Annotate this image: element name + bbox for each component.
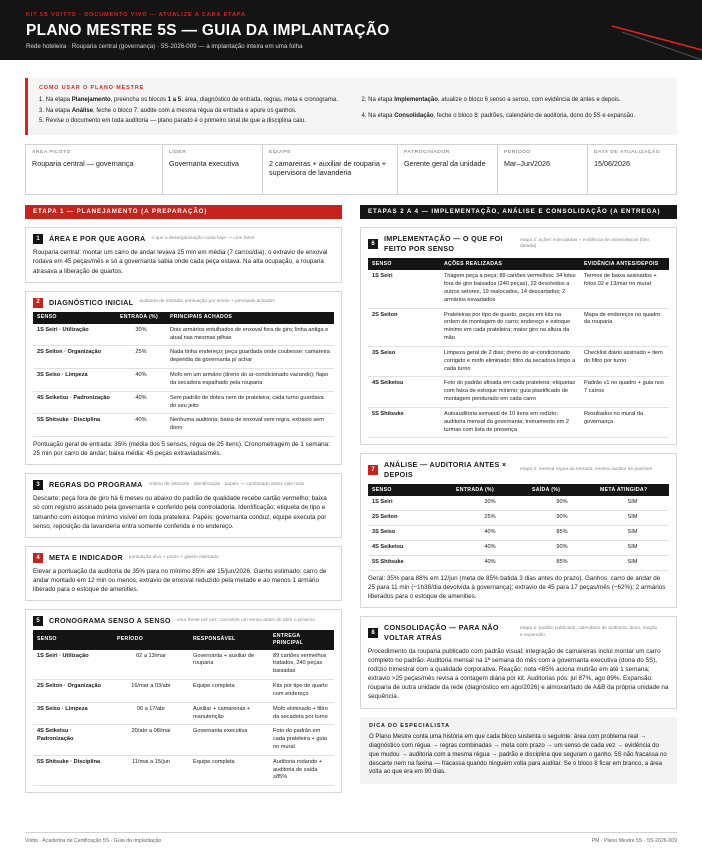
block-number: 3 (33, 480, 43, 490)
delivery-column (360, 205, 677, 793)
footer-right: PM · Plano Mestre 5S · 5S-2026-009 (591, 838, 677, 844)
how-to-step: 4. Na etapa Consolidação, feche o bloco 8: padrões, calendário de auditoria, dono do 5S e expansão. (361, 112, 636, 119)
decorative-lines (602, 0, 702, 60)
table-row: 3S Seiso Limpeza geral de 2 dias; dreno do ar-condicionado corrigido e mofo eliminado; filtro da secadora limpo a cada turno Checklist diário assinado + item do filtro por turno (368, 346, 669, 376)
block-title: ÁREA E POR QUE AGORA (49, 234, 146, 244)
meta-area: ÁREA PILOTO Rouparia central — governança (26, 145, 163, 194)
block-number: 5 (33, 616, 43, 626)
table-row: 5S Shitsuke · Disciplina 40% Nenhuma auditoria; baixa de enxoval sem regra, extravio sem dono (33, 414, 334, 437)
table-row: 4S Seiketsu · Padronização 40% Sem padrão de dobra nem de prateleira; cada turno guardava do seu jeito (33, 391, 334, 414)
how-to-use-box (25, 78, 677, 135)
table-row: 5S Shitsuke · Disciplina 11/mai a 15/jun Equipe completa Auditoria rodando + auditoria de saída ≥85% (33, 755, 334, 785)
how-to-right-list (362, 96, 667, 127)
table-row: 2S Seiton · Organização 25% Nada tinha endereço; peça guardada onde coubesse; camareira dependia da governanta p/ achar (33, 346, 334, 369)
block-body: Procedimento da rouparia publicado com padrão visual; integração de camareiras inclui montar um carro completo no padrão. Auditoria mensal na 1ª semana do mês com a governanta executiva (dona do 5S), rodízio trimestral com a qualidade corporativa. Reação: nota <85% aciona mutirão em até 1 semana; extravio >25 peças/mês revisa a contagem diária por kit. Auditorias pós: jul 87%, ago 89%. Expansão: rouparia de outra unidade da rede (diagnóstico em ago/2026) e almoxarifado de A&B da própria unidade na sequência. (368, 647, 669, 701)
table-row: 3S Seiso · Limpeza 06 a 17/abr Auxiliar + camareiras + manutenção Mofo eliminado + filtro da secadora por turno (33, 702, 334, 725)
page-footer (25, 838, 677, 845)
block-note: pontuação alvo + prazo + ganho estimado (128, 554, 219, 560)
expert-tip-body: O Plano Mestre conta uma história em que cada bloco sustenta o seguinte: área com problema real → diagnóstico com régua → regras combinadas → meta com prazo → um senso de cada vez → evidência do que mudou → auditoria com a mesma régua → padrão e disciplina que seguram o ganho. 5S não fracassa no descarte nem na faxina — fracassa quando ninguém volta para auditar. Se o bloco 8 ficar em branco, a área volta ao que era em 90 dias. (369, 733, 667, 776)
table-row: 4S Seiketsu Foto do padrão afixada em cada prateleira; etiquetas com faixa de estoque mínimo; guia plastificado de montagem pendurado em cada carro Padrão v1 no quadro + guia nos 7 carros (368, 377, 669, 407)
block-1-area (25, 227, 342, 282)
document-header (0, 0, 702, 60)
page-subtitle: Rede hoteleira · Rouparia central (governança) · 5S-2026-009 — a implantação inteira em uma folha (26, 43, 303, 51)
expert-tip (360, 717, 677, 785)
block-note: etapa 4: padrão publicado, calendário de auditoria, dono, reação e expansão (520, 626, 658, 638)
block-5-schedule (25, 609, 342, 793)
footer-left: Voitto · Academia de Certificação 5S · Guia da implantação (25, 838, 162, 844)
planning-band: ETAPA 1 — PLANEJAMENTO (A PREPARAÇÃO) (25, 205, 342, 219)
analysis-table: SENSO ENTRADA (%) SAÍDA (%) META ATINGIDA? 1S Seiri 30% 90% SIM 2S Seiton 25% 90% SIM 3S Seiso 40% 85% SIM 4S Seiketsu 40% 90% SIM 5S Shitsuke 40% 85% SIM (368, 484, 669, 570)
table-row: 3S Seiso · Limpeza 40% Mofo em um armário (dreno do ar-condicionado vazando); fiapo da secadora espalhado pela rouparia (33, 369, 334, 392)
table-row: 1S Seiri · Utilização 30% Dois armários entulhados de enxoval fora de giro; linha antiga e atual nas mesmas pilhas (33, 324, 334, 346)
table-row: 4S Seiketsu 40% 90% SIM (368, 540, 669, 555)
block-title: ANÁLISE — AUDITORIA ANTES × DEPOIS (384, 460, 507, 480)
block-title: REGRAS DO PROGRAMA (49, 480, 143, 490)
diagnosis-summary: Pontuação geral de entrada: 35% (média dos 5 sensos, régua de 25 itens). Cronometragem de 1 semana: 25 min por carro de andar; baixa média: 45 peças extraviadas/mês. (33, 441, 330, 458)
block-note: uma frente por vez: consolide um senso antes de abrir o próximo (176, 617, 315, 623)
block-2-diagnosis (25, 291, 342, 466)
block-note: etapa 3: mesma régua da entrada, mesmo auditor se possível (520, 467, 652, 472)
meta-team: EQUIPE 2 camareiras + auxiliar de rouparia + supervisora de lavanderia (263, 145, 398, 194)
meta-period: PERÍODO Mar–Jun/2026 (498, 145, 588, 194)
meta-update-date: DATA DE ATUALIZAÇÃO 15/06/2026 (594, 150, 661, 169)
block-number: 8 (368, 628, 378, 638)
block-number: 1 (33, 234, 43, 244)
block-4-goal (25, 546, 342, 601)
block-note: etapa 2: ações executadas + evidência de antes/depois (foto datada) (520, 237, 650, 250)
meta-sponsor: PATROCINADOR Gerente geral da unidade (398, 145, 498, 194)
table-row: 2S Seiton · Organização 16/mar a 03/abr Equipe completa Kits por tipo de quarto com endereço (33, 680, 334, 703)
block-title: CONSOLIDAÇÃO — PARA NÃO VOLTAR ATRÁS (384, 622, 499, 642)
table-row: 1S Seiri · Utilização 02 a 13/mar Governanta + auxiliar de rouparia 89 cartões vermelhos tratados, 240 peças baixadas (33, 650, 334, 680)
implementation-table: SENSO AÇÕES REALIZADAS EVIDÊNCIA ANTES/DEPOIS 1S Seiri Triagem peça a peça; 89 cartões vermelhos: 34 lotes fora de giro baixados (240 peças), 22 devolvidos a outros setores, 19 realocados, 14 descartados; 2 armários esvaziados Termos de baixa assinados + fotos 02 e 13/mar no mural 2S Seiton Prateleiras por tipo de quarto, peças em kits na ordem de montagem do carro; endereço e estoque mínimo em cada prateleira; maior giro na altura da mão Mapa de endereços no quadro da rouparia 3S Seiso Limpeza geral de 2 dias; dreno do ar-condicionado corrigido e mofo eliminado; filtro da secadora limpo a cada turno Checklist diário assinado + item do filtro por turno 4S Seiketsu Foto do padrão afixada em cada prateleira; etiquetas com faixa de estoque mínimo; guia plastificado de montagem pendurado em cada carro Padrão v1 no quadro + guia nos 7 carros 5S Shitsuke Autoauditoria semanal de 10 itens em rodízio; auditoria mensal da governanta; treinamento em 2 turmas com lista de presença Resultados no mural da governança (368, 258, 669, 438)
block-number: 6 (368, 239, 378, 249)
block-note: o que a desorganização custa hoje — com fatos (151, 235, 255, 241)
block-3-rules (25, 473, 342, 538)
how-to-step: 3. Na etapa Análise, feche o bloco 7: audite com a mesma régua da entrada e apure os ganhos. (39, 107, 297, 114)
block-body: Elevar a pontuação da auditoria de 35% para no mínimo 85% até 15/jun/2026. Ganho estimado: carro de andar montado em 12 min ou menos, extravio de enxoval reduzido pela metade e ao menos 1 armário liberado para o estoque de amenities. (33, 567, 327, 594)
block-number: 7 (368, 465, 378, 475)
diagnosis-table: SENSO ENTRADA (%) PRINCIPAIS ACHADOS 1S Seiri · Utilização 30% Dois armários entulhados de enxoval fora de giro; linha antiga e atual nas mesmas pilhas 2S Seiton · Organização 25% Nada tinha endereço; peça guardada onde coubesse; camareira dependia da governanta p/ achar 3S Seiso · Limpeza 40% Mofo em um armário (dreno do ar-condicionado vazando); fiapo da secadora espalhado pela rouparia 4S Seiketsu · Padronização 40% Sem padrão de dobra nem de prateleira; cada turno guardava do seu jeito 5S Shitsuke · Disciplina 40% Nenhuma auditoria; baixa de enxoval sem regra, extravio sem dono (33, 312, 334, 437)
planning-column (25, 205, 342, 793)
block-body: Rouparia central: montar um carro de andar levava 25 min em média (7 carros/dia), o extravio de enxoval rodava em 45 peças/mês e só a governanta sabia onde cada peça estava. Na alta ocupação, a rouparia atrasava a liberação de quartos. (33, 249, 328, 275)
project-meta-bar (25, 144, 677, 195)
table-row: 2S Seiton 25% 90% SIM (368, 511, 669, 526)
how-to-step: 2. Na etapa Implementação, atualize o bloco 6 senso a senso, com evidência de antes e depois. (361, 97, 621, 104)
meta-leader: LÍDER Governanta executiva (163, 145, 263, 194)
table-row: 1S Seiri 30% 90% SIM (368, 496, 669, 510)
table-row: 3S Seiso 40% 85% SIM (368, 526, 669, 541)
how-to-title: COMO USAR O PLANO MESTRE (39, 85, 145, 91)
block-note: auditoria de entrada: pontuação por senso + principais achados (139, 299, 275, 305)
table-row: 5S Shitsuke 40% 85% SIM (368, 555, 669, 570)
how-to-left-list (39, 96, 344, 127)
block-note: critério de descarte · identificação · papéis — combinado antes vale mais (148, 482, 305, 488)
expert-tip-title: DICA DO ESPECIALISTA (369, 722, 450, 729)
analysis-summary: Geral: 35% para 88% em 12/jun (meta de 85% batida 3 dias antes do prazo). Ganhos: carro de andar de 25 para 11 min (−1h38/dia devolvida à governança); extravio de 45 para 17 peças/mês (−62%); 2 armários liberados para o estoque de amenities. (368, 574, 666, 600)
schedule-table: SENSO PERÍODO RESPONSÁVEL ENTREGA PRINCIPAL 1S Seiri · Utilização 02 a 13/mar Governanta + auxiliar de rouparia 89 cartões vermelhos tratados, 240 peças baixadas 2S Seiton · Organização 16/mar a 03/abr Equipe completa Kits por tipo de quarto com endereço 3S Seiso · Limpeza 06 a 17/abr Auxiliar + camareiras + manutenção Mofo eliminado + filtro da secadora por turno 4S Seiketsu · Padronização 20/abr a 08/mai Governanta executiva Foto do padrão em cada prateleira + guia no mural 5S Shitsuke · Disciplina 11/mai a 15/jun Equipe completa Auditoria rodando + auditoria de saída ≥85% (33, 630, 334, 786)
table-row: 1S Seiri Triagem peça a peça; 89 cartões vermelhos: 34 lotes fora de giro baixados (240 peças), 22 devolvidos a outros setores, 19 realocados, 14 descartados; 2 armários esvaziados Termos de baixa assinados + fotos 02 e 13/mar no mural (368, 270, 669, 308)
block-title: META E INDICADOR (49, 552, 123, 562)
block-6-implementation (360, 227, 677, 445)
table-row: 5S Shitsuke Autoauditoria semanal de 10 itens em rodízio; auditoria mensal da governanta; treinamento em 2 turmas com lista de presença Resultados no mural da governança (368, 407, 669, 437)
block-number: 2 (33, 298, 43, 308)
kicker: KIT 5S VOITTO · DOCUMENTO VIVO — ATUALIZE A CADA ETAPA (26, 12, 246, 18)
block-title: DIAGNÓSTICO INICIAL (49, 297, 134, 307)
footer-divider (25, 832, 677, 833)
page-title: PLANO MESTRE 5S — GUIA DA IMPLANTAÇÃO (26, 21, 390, 39)
block-title: IMPLEMENTAÇÃO — O QUE FOI FEITO POR SENSO (384, 234, 503, 254)
delivery-band: ETAPAS 2 A 4 — IMPLEMENTAÇÃO, ANÁLISE E CONSOLIDAÇÃO (A ENTREGA) (360, 205, 677, 219)
block-body: Descarte: peça fora de giro há 6 meses ou abaixo do padrão de qualidade recebe cartão vermelho; baixa só com registro assinado pela governanta e conferido pela controladoria. Identificação: etiqueta de tipo e tamanho com estoque mínimo visível em toda prateleira. Papéis: governanta conduz, equipe executa por senso, reposição da lavanderia entra somente conferida e no endereço. (33, 495, 327, 530)
how-to-step: 5. Revise o documento em toda auditoria — plano parado é o primeiro sinal de que a disciplina caiu. (39, 117, 306, 124)
how-to-step: 1. Na etapa Planejamento, preencha os blocos 1 a 5: área, diagnóstico de entrada, regras, meta e cronograma. (39, 97, 338, 104)
block-number: 4 (33, 553, 43, 563)
table-row: 2S Seiton Prateleiras por tipo de quarto, peças em kits na ordem de montagem do carro; endereço e estoque mínimo em cada prateleira; maior giro na altura da mão Mapa de endereços no quadro da rouparia (368, 308, 669, 346)
block-8-consolidation (360, 616, 677, 709)
table-row: 4S Seiketsu · Padronização 20/abr a 08/mai Governanta executiva Foto do padrão em cada prateleira + guia no mural (33, 725, 334, 755)
block-7-analysis (360, 453, 677, 608)
block-title: CRONOGRAMA SENSO A SENSO (49, 616, 171, 626)
